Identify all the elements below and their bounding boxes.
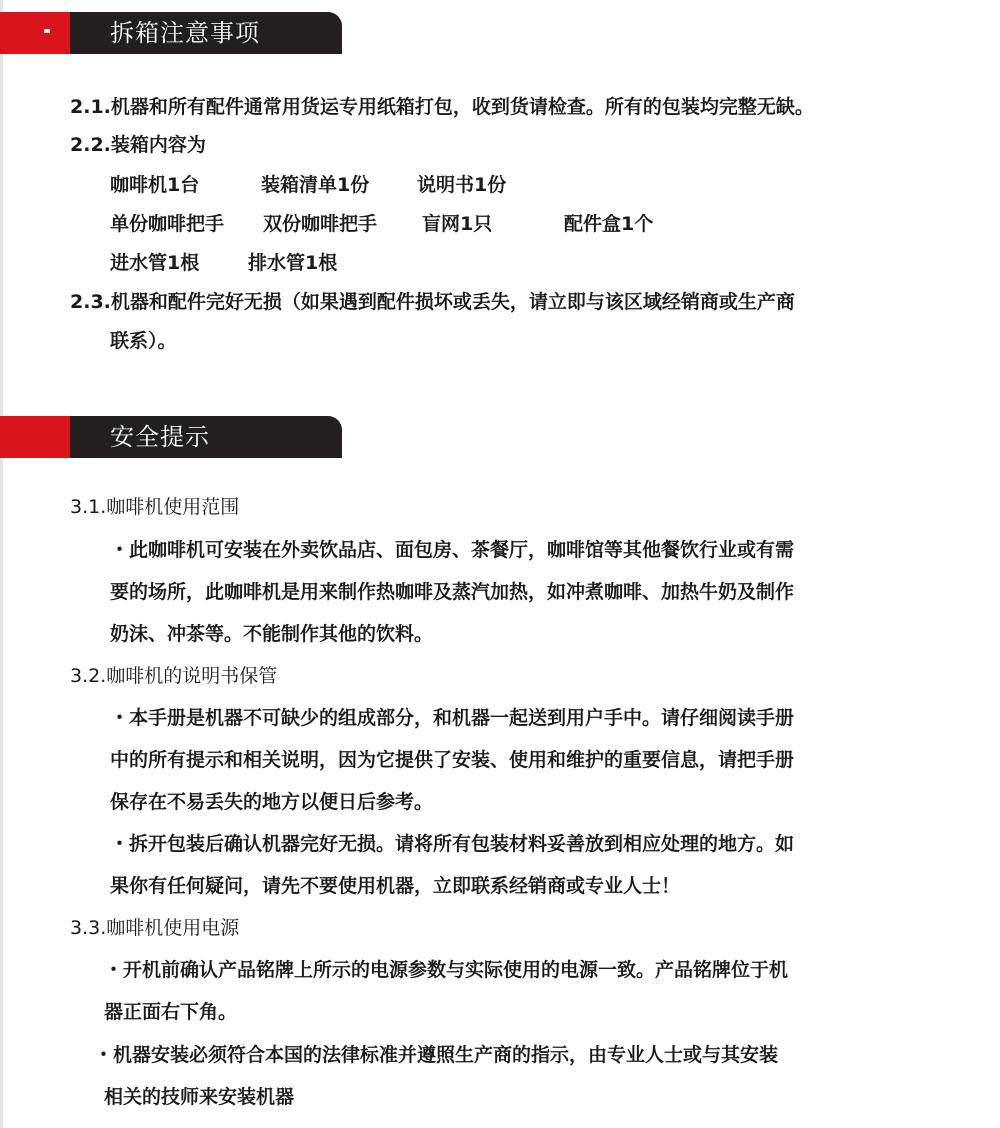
para-line: ・拆开包装后确认机器完好无损。请将所有包装材料妥善放到相应处理的地方。如 — [110, 833, 795, 855]
para-line: 相关的技师来安装机器 — [104, 1086, 295, 1108]
heading-3-3: 3.3.咖啡机使用电源 — [70, 917, 240, 939]
list-item: 排水管1根 — [248, 252, 338, 274]
list-item: 盲网1只 — [422, 213, 493, 235]
para-2-3-line: 2.3.机器和配件完好无损（如果遇到配件损坏或丢失，请立即与该区域经销商或生产商 — [70, 291, 795, 313]
para-line: 奶沫、冲茶等。不能制作其他的饮料。 — [110, 623, 434, 645]
para-line: ・开机前确认产品铭牌上所示的电源参数与实际使用的电源一致。产品铭牌位于机 — [104, 959, 789, 981]
section-title: 安全提示 — [110, 423, 210, 451]
list-item: 单份咖啡把手 — [110, 213, 225, 235]
para-line: ・机器安装必须符合本国的法律标准并遵照生产商的指示，由专业人士或与其安装 — [94, 1044, 779, 1066]
para-line: 保存在不易丢失的地方以便日后参考。 — [110, 791, 434, 813]
list-item: 双份咖啡把手 — [263, 213, 378, 235]
para-2-3-line: 联系）。 — [110, 330, 177, 352]
header-mark — [44, 29, 50, 33]
list-item: 说明书1份 — [417, 174, 507, 196]
para-line: 果你有任何疑问，请先不要使用机器，立即联系经销商或专业人士！ — [110, 875, 681, 897]
list-item: 咖啡机1台 — [110, 174, 200, 196]
list-item: 装箱清单1份 — [261, 174, 370, 196]
para-line: 器正面右下角。 — [104, 1001, 238, 1023]
section-header-unpacking — [0, 12, 345, 54]
list-item: 进水管1根 — [110, 252, 200, 274]
para-line: 中的所有提示和相关说明，因为它提供了安装、使用和维护的重要信息，请把手册 — [110, 749, 795, 771]
para-line: ・本手册是机器不可缺少的组成部分，和机器一起送到用户手中。请仔细阅读手册 — [110, 707, 795, 729]
list-item: 配件盒1个 — [564, 213, 654, 235]
heading-3-2: 3.2.咖啡机的说明书保管 — [70, 665, 278, 687]
para-2-1: 2.1.机器和所有配件通常用货运专用纸箱打包，收到货请检查。所有的包装均完整无缺。 — [70, 96, 814, 118]
section-header-safety — [0, 416, 345, 458]
page-edge — [0, 0, 3, 1128]
section-title: 拆箱注意事项 — [110, 19, 260, 47]
heading-3-1: 3.1.咖啡机使用范围 — [70, 496, 240, 518]
para-line: 要的场所，此咖啡机是用来制作热咖啡及蒸汽加热，如冲煮咖啡、加热牛奶及制作 — [110, 581, 795, 603]
para-line: ・此咖啡机可安装在外卖饮品店、面包房、茶餐厅，咖啡馆等其他餐饮行业或有需 — [110, 539, 795, 561]
para-2-2: 2.2.装箱内容为 — [70, 134, 206, 156]
